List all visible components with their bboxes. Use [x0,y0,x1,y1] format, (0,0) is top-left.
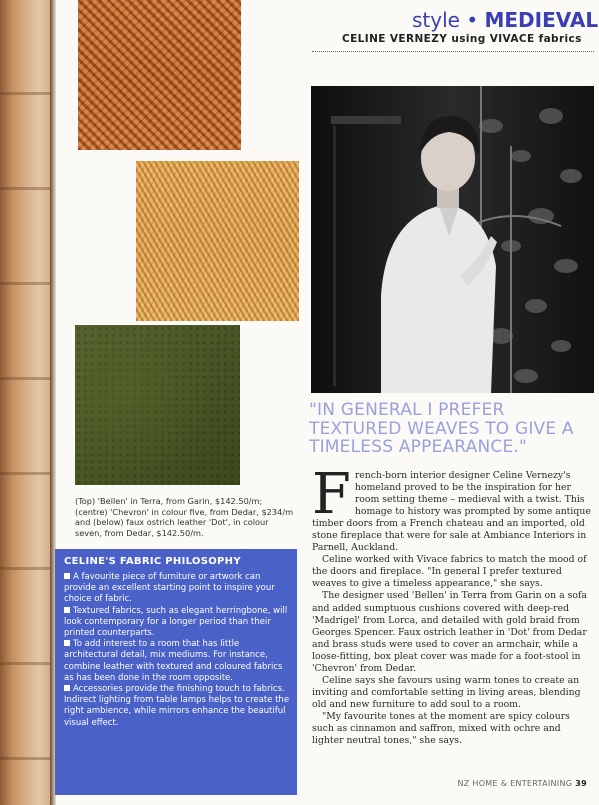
philosophy-tip [64,606,292,640]
section-separator: • [459,8,485,32]
swatch-chevron-image [136,161,299,321]
section-name: MEDIEVAL [484,8,599,32]
portrait-photo [311,86,594,393]
article-paragraph: Celine says she favours using warm tones to create an inviting and comfortable setting in living areas, blending old and new furniture to add soul to a room. [312,674,581,710]
article-paragraph [312,462,592,554]
stone-wall-image [0,0,56,805]
byline [342,33,582,45]
tip-text: To add interest to a room that has little architectural detail, mix mediums. For instance, combine leather with textured and coloured fabrics as has been done in the room opposite. [64,639,283,683]
article-paragraph: The designer used 'Bellen' in Terra from Garin on a sofa and added sumptuous cushions covered with deep-red 'Madrigel' from Lorca, and detailed with gold braid from Georges Spencer. Faux ostrich leather in 'Dot' from Dedar and brass studs were used to cover an armchair, while a loose-fitting, box pleat cover was made for a foot-stool in 'Chevron' from Dedar. [312,590,587,674]
tip-text: A favourite piece of furniture or artwork can provide an excellent starting point to inspire your choice of fabric. [64,572,275,605]
pull-quote: "IN GENERAL I PREFER TEXTURED WEAVES TO GIVE A TIMELESS APPEARANCE." [309,400,574,458]
section-header [412,8,598,32]
page-number: 39 [575,779,587,788]
square-bullet-icon [64,573,70,579]
swatch-caption: (Top) 'Bellen' in Terra, from Garin, $142.50/m; (centre) 'Chevron' in colour five, from Dedar, $234/m and (below) faux ostrich leather 'Dot', in colour seven, from Dedar, $142.50/m. [75,496,294,538]
section-style-label: style [412,8,460,32]
philosophy-tip [64,572,292,606]
philosophy-title: CELINE'S FABRIC PHILOSOPHY [64,556,241,567]
philosophy-list [64,572,292,729]
article-paragraph: "My favourite tones at the moment are spicy colours such as cinnamon and saffron, mixed with ochre and lighter neutral tones," she says. [312,710,570,747]
drop-cap: F [312,462,351,527]
tip-text: Accessories provide the finishing touch to fabrics. Indirect lighting from table lamps helps to create the right ambience, while mirrors enhance the beautiful visual effect. [64,684,290,728]
square-bullet-icon [64,685,70,691]
swatch-bellen-image [78,0,241,150]
swatch-dot-leather-image [75,325,240,485]
designer-name: CELINE VERNEZY [342,33,448,45]
header-dotted-rule [312,51,594,52]
philosophy-tip [64,639,292,684]
tip-text: Textured fabrics, such as elegant herringbone, will look contemporary for a longer period than their printed counterparts. [64,605,288,639]
article-body [312,462,592,747]
paragraph-text: rench-born interior designer Celine Vernezy's homeland proved to be the inspiration for her room setting theme – medieval with a twist. This homage to history was prompted by some antique timber doors from a French chateau and an imported, old stone fireplace that were for sale at Ambiance Interiors in Parnell, Auckland. [312,470,591,554]
page-folio [457,779,587,788]
square-bullet-icon [64,607,70,613]
square-bullet-icon [64,640,70,646]
byline-rest: using VIVACE fabrics [451,33,582,45]
magazine-name: NZ HOME & ENTERTAINING [457,779,573,788]
philosophy-tip [64,684,292,729]
article-paragraph: Celine worked with Vivace fabrics to match the mood of the doors and fireplace. "In general I prefer textured weaves to give a timeless appearance," she says. [312,554,587,590]
portrait-illustration [311,86,594,393]
